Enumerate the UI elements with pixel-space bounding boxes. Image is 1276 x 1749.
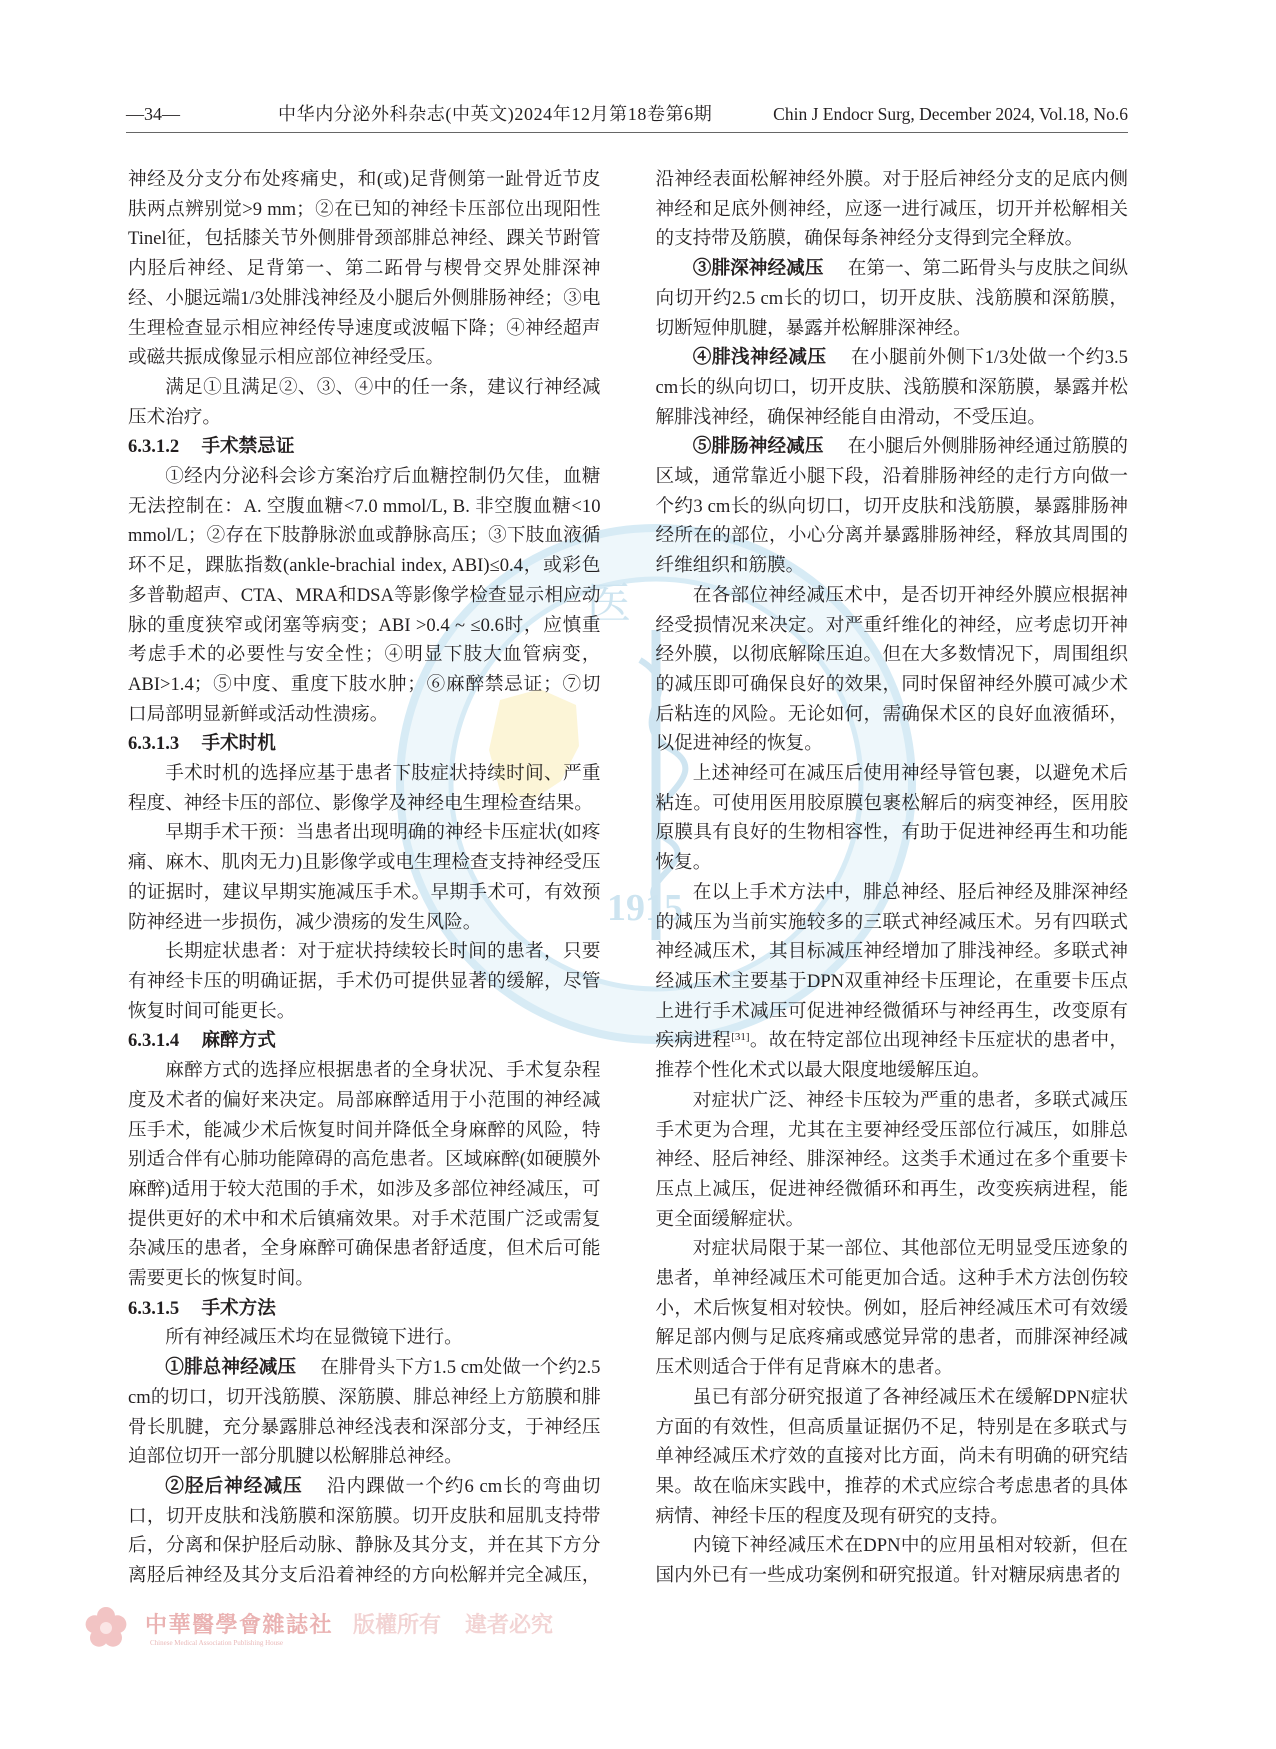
method-common-peroneal (128, 1353, 601, 1472)
paragraph-timing-basis: 手术时机的选择应基于患者下肢症状持续时间、严重程度、神经卡压的部位、影像学及神经电生理检查结果。 (128, 763, 601, 814)
method-text: 沿内踝做一个约6 cm长的弯曲切口，切开皮肤和浅筋膜和深筋膜。切开皮肤和屈肌支持带后，分离和保护胫后动脉、静脉及其分支，并在其下方分离胫后神经及其分支后沿着神经的方向松解并完全减压，沿神经表面松解神经外膜。对于胫后神经分支的足底内侧神经和足底外侧神经，应逐一进行减压，切开并松解相关的支持带及筋膜，确保每条神经分支得到完全释放。 (128, 169, 1128, 1587)
section-number: 6.3.1.4 (128, 1030, 180, 1052)
paragraph-epineurium: 在各部位神经减压术中，是否切开神经外膜应根据神经受损情况来决定。对严重纤维化的神经，应考虑切开神经外膜，以彻底解除压迫。但在大多数情况下，周围组织的减压即可确保良好的效果，同时保留神经外膜可减少术后粘连的风险。无论如何，需确保术区的良好血液循环，以促进神经的恢复。 (655, 584, 1128, 755)
section-heading-contraindications (128, 432, 601, 462)
journal-title-en: Chin J Endocr Surg, December 2024, Vol.18, No.6 (773, 104, 1128, 124)
paragraph-timing-early: 早期手术干预：当患者出现明确的神经卡压症状(如疼痛、麻木、肌肉无力)且影像学或电生理检查支持神经受压的证据时，建议早期实施减压手术。早期手术可，有效预防神经进一步损伤，减少溃疡的发生风险。 (128, 822, 601, 933)
section-heading-anesthesia (128, 1026, 601, 1056)
citation-ref: [31] (731, 1030, 750, 1043)
method-label: ④腓浅神经减压 (692, 347, 827, 369)
section-number: 6.3.1.5 (128, 1297, 180, 1319)
method-label: ①腓总神经减压 (165, 1357, 297, 1379)
section-title: 手术时机 (201, 733, 276, 755)
paragraph-multi-decompression (656, 878, 1129, 1086)
section-heading-methods (128, 1294, 601, 1324)
header-rule (126, 132, 1128, 133)
paragraph-indications-continued: 神经及分支分布处疼痛史，和(或)足背侧第一趾骨近节皮肤两点辨别觉>9 mm；②在已知的神经卡压部位出现阳性Tinel征，包括膝关节外侧腓骨颈部腓总神经、踝关节跗管内胫后神经、足背第一、第二跖骨与楔骨交界处腓深神经、小腿远端1/3处腓浅神经及小腿后外侧腓肠神经；③电生理检查显示相应神经传导速度或波幅下降；④神经超声或磁共振成像显示相应部位神经受压。 (128, 169, 601, 369)
article-body (128, 165, 1128, 1591)
seal-top-char: 医 (587, 578, 631, 629)
publisher-name-en: Chinese Medical Association Publishing House (150, 1639, 283, 1647)
paragraph-contraindications: ①经内分泌科会诊方案治疗后血糖控制仍欠佳，血糖无法控制在：A. 空腹血糖<7.0 mmol/L, B. 非空腹血糖<10 mmol/L；②存在下肢静脉淤血或静脉高压；③下肢血液循环不足，踝肱指数(ankle-brachial index, ABI)≤0.4，或彩色多普勒超声、CTA、MRA和DSA等影像学检查显示相应动脉的重度狭窄或闭塞等病变；ABI >0.4 ~ ≤0.6时，应慎重考虑手术的必要性与安全性；④明显下肢大血管病变，ABI>1.4；⑤中度、重度下肢水肿；⑥麻醉禁忌证；⑦切口局部明显新鲜或活动性溃疡。 (128, 466, 601, 725)
paragraph-text: 。故在特定部位出现神经卡压症状的患者中，推荐个性化术式以最大限度地缓解压迫。 (655, 1030, 1128, 1082)
method-superficial-peroneal (656, 343, 1129, 432)
section-title: 手术方法 (201, 1297, 276, 1319)
publisher-emblem-icon (80, 1602, 132, 1654)
method-deep-peroneal (656, 254, 1129, 343)
copyright-notice: 違者必究 (465, 1612, 554, 1637)
section-number: 6.3.1.3 (128, 733, 180, 755)
publisher-name-cn: 中華醫學會雜誌社 (145, 1612, 334, 1637)
method-text: 在小腿前外侧下1/3处做一个约3.5 cm长的纵向切口，切开皮肤、浅筋膜和深筋膜，暴露并松解腓浅神经，确保神经能自由滑动，不受压迫。 (655, 347, 1128, 428)
copyright-notice: 版權所有 (353, 1612, 442, 1637)
page-number: —34— (126, 104, 180, 124)
method-text: 在第一、第二跖骨头与皮肤之间纵向切开约2.5 cm长的切口，切开皮肤、浅筋膜和深筋膜，切断短伸肌腱，暴露并松解腓深神经。 (655, 258, 1128, 339)
paragraph-anesthesia: 麻醉方式的选择应根据患者的全身状况、手术复杂程度及术者的偏好来决定。局部麻醉适用于小范围的神经减压手术，能减少术后恢复时间并降低全身麻醉的风险，特别适合伴有心肺功能障碍的高危患者。区域麻醉(如硬膜外麻醉)适用于较大范围的手术，如涉及多部位神经减压，可提供更好的术中和术后镇痛效果。对手术范围广泛或需复杂减压的患者，全身麻醉可确保患者舒适度，但术后可能需要更长的恢复时间。 (128, 1060, 601, 1290)
paragraph-evidence: 虽已有部分研究报道了各神经减压术在缓解DPN症状方面的有效性，但高质量证据仍不足，特别是在多联式与单神经减压术疗效的直接对比方面，尚未有明确的研究结果。故在临床实践中，推荐的术式应综合考虑患者的具体病情、神经卡压的程度及现有研究的支持。 (655, 1386, 1128, 1527)
paragraph-text: 在以上手术方法中，腓总神经、胫后神经及腓深神经的减压为当前实施较多的三联式神经减压术。另有四联式神经减压术，其目标减压神经增加了腓浅神经。多联式神经减压术主要基于DPN双重神经卡压理论，在重要卡压点上进行手术减压可促进神经微循环与神经再生，改变原有疾病进程 (655, 881, 1128, 1052)
section-title: 手术禁忌证 (201, 436, 295, 458)
section-number: 6.3.1.2 (128, 436, 180, 458)
section-title: 麻醉方式 (201, 1030, 276, 1052)
paragraph-localized-symptoms: 对症状局限于某一部位、其他部位无明显受压迹象的患者，单神经减压术可能更加合适。这种手术方法创伤较小，术后恢复相对较快。例如，胫后神经减压术可有效缓解足部内侧与足底疼痛或感觉异常的患者，而腓深神经减压术则适合于伴有足背麻木的患者。 (655, 1238, 1128, 1379)
method-label: ③腓深神经减压 (692, 258, 824, 280)
paragraph-endoscopic: 内镜下神经减压术在DPN中的应用虽相对较新，但在国内外已有一些成功案例和研究报道。针对糖尿病患者的 (655, 1535, 1128, 1587)
paragraph-nerve-conduit: 上述神经可在减压后使用神经导管包裹，以避免术后粘连。可使用医用胶原膜包裹松解后的病变神经，医用胶原膜具有良好的生物相容性，有助于促进神经再生和功能恢复。 (655, 763, 1128, 874)
method-sural (656, 432, 1129, 581)
paragraph-methods-intro: 所有神经减压术均在显微镜下进行。 (165, 1327, 463, 1349)
paragraph-extensive-symptoms: 对症状广泛、神经卡压较为严重的患者，多联式减压手术更为合理，尤其在主要神经受压部位行减压，如腓总神经、胫后神经、腓深神经。这类手术通过在多个重要卡压点上减压，促进神经微循环和再生，改变疾病进程，能更全面缓解症状。 (655, 1089, 1128, 1230)
method-label: ②胫后神经减压 (165, 1475, 303, 1497)
section-heading-timing (128, 729, 601, 759)
method-label: ⑤腓肠神经减压 (692, 436, 824, 458)
journal-title-cn: 中华内分泌外科杂志(中英文)2024年12月第18卷第6期 (278, 104, 713, 124)
method-text: 在小腿后外侧腓肠神经通过筋膜的区域，通常靠近小腿下段，沿着腓肠神经的走行方向做一个约3 cm长的纵向切口，切开皮肤和浅筋膜，暴露腓肠神经所在的部位，小心分离并暴露腓肠神经，释放其周围的纤维组织和筋膜。 (655, 436, 1128, 577)
seal-year: 1915 (607, 887, 683, 929)
method-text: 在腓骨头下方1.5 cm处做一个约2.5 cm的切口，切开浅筋膜、深筋膜、腓总神经上方筋膜和腓骨长肌腱，充分暴露腓总神经浅表和深部分支，于神经压迫部位切开一部分肌腱以松解腓总神经。 (128, 1357, 601, 1468)
paragraph-timing-long: 长期症状患者：对于症状持续较长时间的患者，只要有神经卡压的明确证据，手术仍可提供显著的缓解，尽管恢复时间可能更长。 (128, 941, 601, 1022)
paragraph-indication-rule: 满足①且满足②、③、④中的任一条，建议行神经减压术治疗。 (128, 376, 601, 428)
